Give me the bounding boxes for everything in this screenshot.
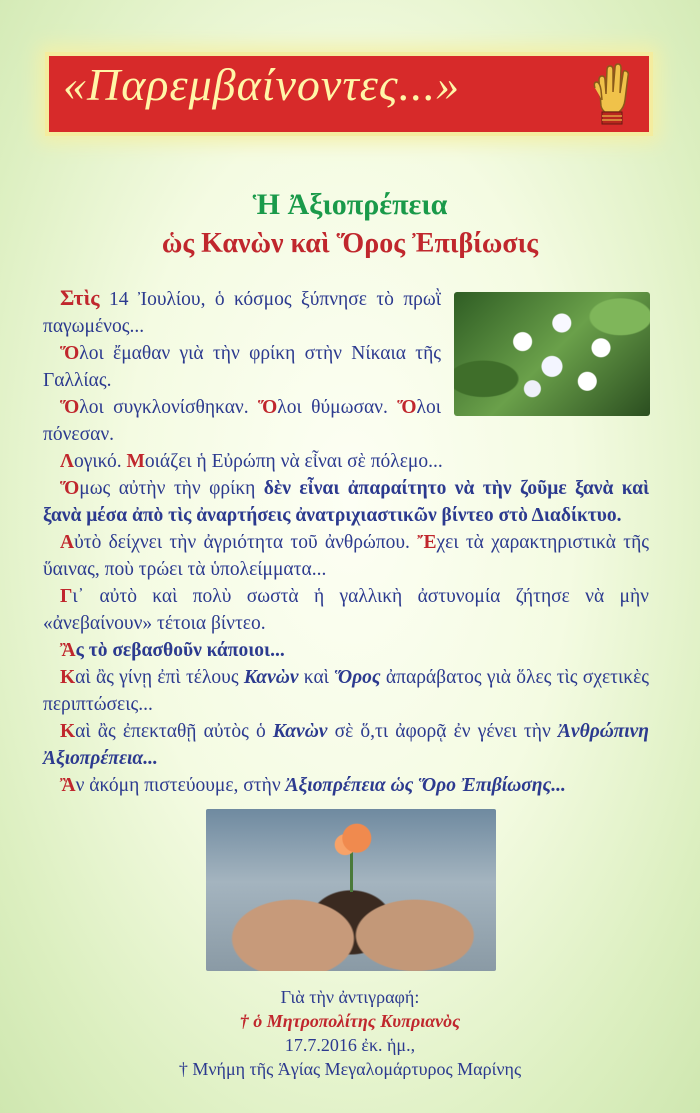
drop-cap: Ἔ <box>417 532 437 553</box>
paragraph <box>43 718 649 772</box>
emphasis-text: ς τὸ σεβασθοῦν κάποιοι... <box>75 640 285 661</box>
drop-cap: Λ <box>60 451 74 472</box>
paragraph-text: ι᾿ αὐτὸ καὶ πολὺ σωστὰ ἡ γαλλικὴ ἀστυνομία ζήτησε νὰ μὴν «ἀνεβαίνουν» τέτοια βίντεο. <box>43 586 649 634</box>
drop-cap: Ὅ <box>60 397 80 418</box>
paragraph-text: αὶ ἂς γίνῃ ἐπὶ τέλους <box>75 667 244 688</box>
emphasis-text: Ὅρος <box>334 667 381 688</box>
signature-block <box>0 985 700 1081</box>
paragraph-text: ἀπαράβατος γιὰ ὅλες τὶς σχετικὲς περιπτώσεις... <box>43 667 649 715</box>
paragraph <box>43 340 441 394</box>
drop-cap: Γ <box>60 586 73 607</box>
paragraph <box>43 448 649 475</box>
drop-cap: Μ <box>126 451 145 472</box>
drop-cap: Ἂ <box>60 640 76 661</box>
page-title: Ἡ Ἀξιοπρέπεια <box>252 188 448 221</box>
paragraph <box>43 529 649 583</box>
paragraph <box>43 284 441 340</box>
paragraph <box>43 583 649 637</box>
paragraph <box>43 772 649 799</box>
raised-hand-icon <box>585 60 637 130</box>
drop-cap: Κ <box>60 721 76 742</box>
drop-cap: Α <box>60 532 75 553</box>
drop-cap: Ὅ <box>258 397 278 418</box>
paragraph-text: οιάζει ἡ Εὐρώπη νὰ εἶναι σὲ πόλεμο... <box>144 451 443 472</box>
paragraph-text: ογικό. <box>73 451 127 472</box>
feast-line: † Μνήμη τῆς Ἁγίας Μεγαλομάρτυρος Μαρίνης <box>178 1059 522 1079</box>
emphasis-text: Ἀνθρώπινη Ἀξιοπρέπεια... <box>43 721 649 769</box>
drop-cap: Στὶς <box>60 285 100 310</box>
emphasis-text: δὲν εἶναι ἀπαραίτητο νὰ τὴν ζοῦμε ξανὰ καὶ ξανὰ μέσα ἀπὸ τὶς ἀναρτήσεις ἀνατριχιαστικῶν βίντεο στὸ Διαδίκτυο. <box>43 478 649 526</box>
paragraph-text: 14 Ἰουλίου, ὁ κόσμος ξύπνησε τὸ πρωῒ παγωμένος... <box>43 289 441 337</box>
paragraph-text: λοι θύμωσαν. <box>277 397 398 418</box>
date-line: 17.7.2016 ἐκ. ἡμ., <box>284 1035 416 1055</box>
article-body <box>43 284 649 799</box>
hands-holding-flower-photo <box>206 809 496 971</box>
paragraph <box>43 664 649 718</box>
banner-title: «Παρεμβαίνοντες...» <box>63 59 461 110</box>
emphasis-text: Κανὼν <box>243 667 299 688</box>
copy-note: Γιὰ τὴν ἀντιγραφή: <box>280 987 420 1007</box>
drop-cap: Ὅ <box>60 343 80 364</box>
paragraph-text: λοι πόνεσαν. <box>43 397 441 445</box>
paragraph-text: ν ἀκόμη πιστεύουμε, στὴν <box>75 775 286 796</box>
paragraph-text: σὲ ὅ,τι ἀφορᾷ ἐν γένει τὴν <box>327 721 558 742</box>
paragraph-text: ὐτὸ δείχνει τὴν ἀγριότητα τοῦ ἀνθρώπου. <box>74 532 418 553</box>
paragraph-text: μως αὐτὴν τὴν φρίκη <box>79 478 264 499</box>
paragraph <box>43 637 649 664</box>
paragraph <box>43 394 441 448</box>
author-name: † ὁ Μητροπολίτης Κυπριανὸς <box>239 1011 461 1031</box>
drop-cap: Ὅ <box>60 478 80 499</box>
paragraph-text: λοι συγκλονίσθηκαν. <box>79 397 259 418</box>
paragraph <box>43 475 649 529</box>
drop-cap: Ἂ <box>60 775 76 796</box>
emphasis-text: Κανὼν <box>272 721 328 742</box>
drop-cap: Κ <box>60 667 76 688</box>
drop-cap: Ὅ <box>397 397 417 418</box>
paragraph-text: χει τὰ χαρακτηριστικὰ τῆς ὕαινας, ποὺ τρώει τὰ ὑπολείμματα... <box>43 532 650 580</box>
paragraph-text: καὶ <box>298 667 335 688</box>
page-subtitle: ὡς Κανὼν καὶ Ὅρος Ἐπιβίωσις <box>161 228 539 259</box>
paragraph-text: λοι ἔμαθαν γιὰ τὴν φρίκη στὴν Νίκαια τῆς Γαλλίας. <box>43 343 441 391</box>
emphasis-text: Ἀξιοπρέπεια ὡς Ὅρο Ἐπιβίωσης... <box>285 775 566 796</box>
title-banner <box>49 56 649 132</box>
paragraph-text: αὶ ἂς ἐπεκταθῇ αὐτὸς ὁ <box>75 721 273 742</box>
